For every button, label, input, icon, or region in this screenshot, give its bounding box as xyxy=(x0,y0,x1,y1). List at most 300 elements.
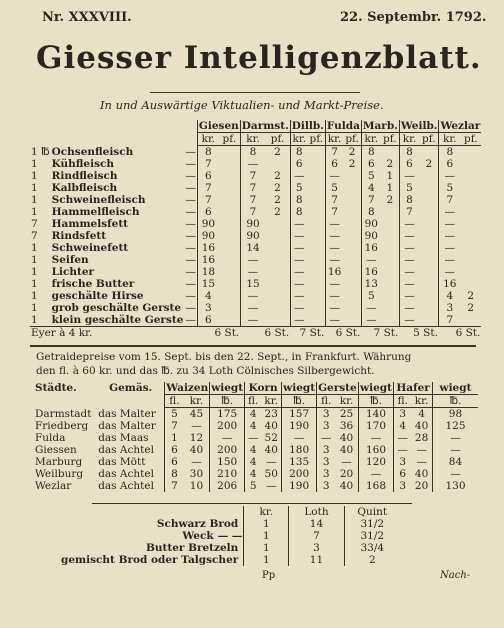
victuals-value: 2 xyxy=(274,182,281,194)
victuals-qty: 1 xyxy=(31,290,38,302)
eggs-count: 7 St. xyxy=(290,327,325,340)
victuals-value xyxy=(265,158,290,170)
victuals-row xyxy=(30,290,481,302)
grain-value: 125 xyxy=(432,420,478,432)
eggs-count: 6 St. xyxy=(325,327,361,340)
unit-pf: pf. xyxy=(219,133,240,146)
grain-notice-line2: den fl. à 60 kr. und das ℔. zu 34 Loth Cölnisches Silbergewicht. xyxy=(36,365,375,377)
grain-value: 3 xyxy=(317,456,336,468)
victuals-value: — xyxy=(361,302,380,314)
victuals-qty: 1 ℔ xyxy=(31,145,50,158)
unit-pf: pf. xyxy=(381,133,400,146)
victuals-header-row xyxy=(30,120,481,133)
victuals-value xyxy=(265,242,290,254)
victuals-value xyxy=(219,230,240,242)
victuals-value xyxy=(265,266,290,278)
victuals-value: 2 xyxy=(348,145,356,158)
grain-measure: das Malter xyxy=(98,407,156,420)
victuals-value xyxy=(460,170,481,182)
victuals-value: 7 xyxy=(240,206,265,218)
victuals-value xyxy=(343,314,361,327)
victuals-dash: — xyxy=(185,158,196,170)
victuals-value: — xyxy=(399,170,419,182)
victuals-value: — xyxy=(290,278,308,290)
victuals-value xyxy=(308,302,326,314)
victuals-value xyxy=(219,206,240,218)
grain-col-header: Gerste xyxy=(318,382,357,394)
grain-col-header: wiegt xyxy=(360,382,392,394)
victuals-value: 6 xyxy=(361,158,380,170)
victuals-value: 14 xyxy=(240,242,265,254)
victuals-value: — xyxy=(439,170,460,182)
victuals-value xyxy=(219,290,240,302)
grain-value: 40 xyxy=(189,444,204,456)
victuals-value: 7 xyxy=(197,194,218,206)
victuals-value: 8 xyxy=(290,146,308,159)
victuals-dash: — xyxy=(185,254,196,266)
bread-value: 31/2 xyxy=(344,530,400,542)
victuals-value xyxy=(219,170,240,182)
victuals-value xyxy=(381,218,400,230)
victuals-value xyxy=(265,314,290,327)
victuals-value: 15 xyxy=(197,278,218,290)
grain-value: 200 xyxy=(210,444,245,456)
victuals-value: 16 xyxy=(361,266,380,278)
victuals-value: 7 xyxy=(325,206,343,218)
victuals-value: — xyxy=(325,302,343,314)
victuals-value: — xyxy=(325,254,343,266)
grain-value: 4 xyxy=(245,420,262,432)
victuals-value xyxy=(265,254,290,266)
victuals-value xyxy=(381,266,400,278)
victuals-item: Schweinefleisch xyxy=(51,194,146,206)
victuals-value: 8 xyxy=(399,146,419,159)
grain-row xyxy=(34,456,478,468)
grain-city: Weilburg xyxy=(35,468,84,480)
victuals-value xyxy=(381,206,400,218)
victuals-value: 8 xyxy=(240,146,265,159)
grain-unit: kr. xyxy=(411,395,432,408)
victuals-value: 8 xyxy=(439,146,460,159)
victuals-value: — xyxy=(439,230,460,242)
issue-date: 22. Septembr. 1792. xyxy=(340,10,487,25)
bread-row xyxy=(60,530,400,542)
victuals-qty: 1 xyxy=(31,194,38,206)
victuals-value: 7 xyxy=(361,194,380,206)
victuals-city-header: Weilb. xyxy=(400,120,438,132)
grain-measure-header: Gemäs. xyxy=(109,382,153,394)
victuals-dash: — xyxy=(185,278,196,290)
grain-measure: das Mött xyxy=(98,456,146,468)
grain-value: 190 xyxy=(282,420,317,432)
victuals-value: 7 xyxy=(325,146,343,159)
grain-units-blank xyxy=(34,395,165,408)
victuals-value: — xyxy=(240,266,265,278)
victuals-value xyxy=(419,230,439,242)
eggs-count: 6 St. xyxy=(439,327,481,340)
victuals-header-blank xyxy=(30,120,197,133)
victuals-value xyxy=(219,314,240,327)
victuals-row xyxy=(30,218,481,230)
victuals-qty: 1 xyxy=(31,302,38,314)
grain-unit: kr. xyxy=(335,395,358,408)
victuals-item: Hammelsfett xyxy=(51,218,129,230)
grain-value: 206 xyxy=(210,480,245,492)
grain-value: 135 xyxy=(282,456,317,468)
eggs-label: Eyer à 4 kr. xyxy=(30,327,197,340)
victuals-city-header: Dillb. xyxy=(291,120,324,132)
grain-row xyxy=(34,408,478,421)
victuals-value xyxy=(219,266,240,278)
victuals-value: 7 xyxy=(399,206,419,218)
victuals-item: Kühfleisch xyxy=(51,158,115,170)
grain-value: 20 xyxy=(339,468,354,480)
grain-value: 200 xyxy=(282,468,317,480)
grain-unit: fl. xyxy=(165,395,184,408)
victuals-value xyxy=(381,230,400,242)
victuals-value xyxy=(381,290,400,302)
grain-value: — xyxy=(358,432,394,444)
grain-value: 40 xyxy=(339,480,354,492)
victuals-qty: 1 xyxy=(31,314,38,326)
bread-col-header: kr. xyxy=(244,506,289,518)
victuals-value: 7 xyxy=(240,182,265,194)
victuals-value xyxy=(219,302,240,314)
bread-value: 31/2 xyxy=(344,518,400,530)
victuals-row xyxy=(30,302,481,314)
victuals-item: Lichter xyxy=(51,266,95,278)
victuals-value xyxy=(419,266,439,278)
victuals-value: 6 xyxy=(290,158,308,170)
bread-item-name: gemischt Brod oder Talgscher xyxy=(61,554,239,566)
victuals-value: 5 xyxy=(325,182,343,194)
grain-value: 200 xyxy=(210,420,245,432)
victuals-value xyxy=(419,290,439,302)
victuals-value: 2 xyxy=(386,194,394,206)
bread-item xyxy=(60,518,244,530)
grain-measure: das Achtel xyxy=(98,468,154,480)
victuals-value xyxy=(343,278,361,290)
grain-value: 10 xyxy=(189,480,204,492)
victuals-value: 8 xyxy=(197,146,218,159)
grain-value: 4 xyxy=(245,456,262,468)
victuals-dash: — xyxy=(185,302,196,314)
victuals-value: 90 xyxy=(240,230,265,242)
grain-value: 40 xyxy=(264,444,278,456)
victuals-item: Schweinefett xyxy=(51,242,129,254)
bread-price-table xyxy=(60,506,400,566)
victuals-value xyxy=(460,278,481,290)
bread-item xyxy=(60,542,244,554)
victuals-value: 16 xyxy=(197,254,218,266)
victuals-value: 2 xyxy=(348,158,356,170)
victuals-value: — xyxy=(399,266,419,278)
victuals-value: — xyxy=(399,278,419,290)
victuals-value: 3 xyxy=(439,302,460,314)
grain-value: — xyxy=(416,456,427,468)
victuals-value: — xyxy=(290,170,308,182)
victuals-row xyxy=(30,146,481,159)
victuals-value xyxy=(219,146,240,159)
unit-pf: pf. xyxy=(419,133,439,146)
victuals-subtitle: In und Auswärtige Viktualien- und Markt-Preise. xyxy=(100,98,384,112)
grain-value: 50 xyxy=(264,468,278,480)
victuals-value xyxy=(343,242,361,254)
victuals-value xyxy=(308,146,326,159)
victuals-city-header: Wezlar xyxy=(440,120,481,132)
unit-kr: kr. xyxy=(240,133,265,146)
grain-city-header: Städte. xyxy=(35,382,77,394)
grain-value: — xyxy=(394,444,411,456)
victuals-value: 7 xyxy=(439,194,460,206)
victuals-value: — xyxy=(290,218,308,230)
victuals-dash: — xyxy=(185,145,196,158)
grain-value: 8 xyxy=(165,468,184,480)
victuals-value xyxy=(308,194,326,206)
victuals-dash: — xyxy=(185,218,196,230)
grain-value: 84 xyxy=(432,456,478,468)
victuals-value xyxy=(419,170,439,182)
grain-unit: ℔. xyxy=(210,395,245,408)
grain-row xyxy=(34,480,478,492)
victuals-value xyxy=(265,290,290,302)
victuals-value xyxy=(219,158,240,170)
victuals-value: 13 xyxy=(361,278,380,290)
victuals-value: 2 xyxy=(274,170,281,182)
grain-value: 6 xyxy=(394,468,411,480)
bread-row xyxy=(60,542,400,554)
victuals-value: — xyxy=(439,242,460,254)
victuals-value: 15 xyxy=(240,278,265,290)
victuals-value xyxy=(343,182,361,194)
victuals-value: — xyxy=(240,290,265,302)
grain-value: 150 xyxy=(210,456,245,468)
victuals-value xyxy=(460,230,481,242)
victuals-value xyxy=(460,194,481,206)
victuals-value: — xyxy=(290,254,308,266)
victuals-value: 16 xyxy=(197,242,218,254)
grain-value: — xyxy=(265,480,277,492)
bread-item-name: Weck xyxy=(182,530,214,542)
victuals-dash: — xyxy=(185,206,196,218)
victuals-value: — xyxy=(325,278,343,290)
victuals-value xyxy=(308,182,326,194)
victuals-value: 8 xyxy=(361,146,380,159)
victuals-value xyxy=(460,218,481,230)
grain-unit: fl. xyxy=(245,395,262,408)
grain-unit: ℔. xyxy=(282,395,317,408)
grain-value: 4 xyxy=(418,407,425,420)
masthead-title: Giesser Intelligenzblatt. xyxy=(36,40,482,76)
grain-value: 40 xyxy=(264,420,278,432)
victuals-value xyxy=(308,254,326,266)
grain-value: 120 xyxy=(358,456,394,468)
victuals-value: 2 xyxy=(425,158,433,170)
victuals-value xyxy=(343,290,361,302)
unit-kr: kr. xyxy=(290,133,308,146)
victuals-dash: — xyxy=(185,194,196,206)
bread-item xyxy=(60,554,244,566)
grain-value: 7 xyxy=(165,480,184,492)
grain-value: 30 xyxy=(189,468,204,480)
victuals-value: — xyxy=(240,254,265,266)
grain-value: — xyxy=(191,420,202,432)
victuals-row xyxy=(30,242,481,254)
unit-kr: kr. xyxy=(399,133,419,146)
bread-item xyxy=(60,530,244,542)
victuals-qty: 1 xyxy=(31,254,38,266)
grain-value: 140 xyxy=(358,408,394,421)
victuals-dash: — xyxy=(185,182,196,194)
victuals-value: — xyxy=(325,242,343,254)
victuals-item: Rindsfett xyxy=(51,230,107,242)
grain-value: — xyxy=(265,456,277,468)
victuals-dash: — xyxy=(185,242,196,254)
victuals-value xyxy=(219,278,240,290)
bread-value: 1 xyxy=(244,554,289,566)
victuals-qty: 1 xyxy=(31,242,38,254)
grain-value: 3 xyxy=(394,456,411,468)
victuals-value: — xyxy=(325,170,343,182)
victuals-value xyxy=(381,314,400,327)
victuals-value xyxy=(308,218,326,230)
grain-col-header: Hafer xyxy=(394,382,433,395)
victuals-row xyxy=(30,182,481,194)
victuals-item: geschälte Hirse xyxy=(51,290,144,302)
grain-city: Darmstadt xyxy=(35,407,92,420)
victuals-value: 3 xyxy=(197,302,218,314)
victuals-qty: 1 xyxy=(31,206,38,218)
victuals-value: 8 xyxy=(361,206,380,218)
victuals-value: — xyxy=(240,314,265,327)
bread-header-blank xyxy=(60,506,244,518)
victuals-value xyxy=(419,314,439,327)
grain-value: 4 xyxy=(394,420,411,432)
victuals-item: Hammelfleisch xyxy=(51,206,140,218)
grain-city: Marburg xyxy=(35,456,83,468)
victuals-row xyxy=(30,194,481,206)
victuals-value xyxy=(460,266,481,278)
victuals-qty: 1 xyxy=(31,158,38,170)
bread-rule xyxy=(92,503,412,504)
bread-value: 7 xyxy=(289,530,344,542)
victuals-value xyxy=(265,278,290,290)
victuals-value: 1 xyxy=(386,182,394,194)
victuals-item: Ochsenfleisch xyxy=(51,145,134,158)
victuals-value: — xyxy=(290,242,308,254)
unit-kr: kr. xyxy=(361,133,380,146)
grain-value: 168 xyxy=(358,480,394,492)
grain-value: 40 xyxy=(339,444,354,456)
bread-col-header: Loth xyxy=(289,506,344,518)
victuals-value: — xyxy=(439,206,460,218)
victuals-qty: 7 xyxy=(31,218,38,230)
grain-unit: fl. xyxy=(394,395,411,408)
victuals-value: 2 xyxy=(467,290,475,302)
victuals-value: — xyxy=(325,218,343,230)
grain-value: 3 xyxy=(317,420,336,432)
victuals-value xyxy=(343,266,361,278)
victuals-value xyxy=(419,182,439,194)
grain-value: 23 xyxy=(264,407,278,420)
victuals-row xyxy=(30,230,481,242)
grain-value: 160 xyxy=(358,444,394,456)
victuals-value: 2 xyxy=(386,158,394,170)
victuals-value: 6 xyxy=(439,158,460,170)
victuals-city-header: Marb. xyxy=(362,120,398,132)
victuals-value: 90 xyxy=(361,230,380,242)
victuals-value xyxy=(381,278,400,290)
victuals-value xyxy=(308,290,326,302)
victuals-value: 7 xyxy=(197,158,218,170)
grain-value: — xyxy=(416,444,427,456)
grain-value: — xyxy=(210,432,245,444)
bread-value: 33/4 xyxy=(344,542,400,554)
grain-unit: kr. xyxy=(261,395,281,408)
victuals-value xyxy=(308,314,326,327)
victuals-value xyxy=(308,242,326,254)
victuals-value xyxy=(308,170,326,182)
victuals-value xyxy=(265,302,290,314)
grain-value: 170 xyxy=(358,420,394,432)
victuals-value xyxy=(419,278,439,290)
victuals-value: — xyxy=(290,302,308,314)
grain-value: 180 xyxy=(282,444,317,456)
victuals-qty: 1 xyxy=(31,278,38,290)
victuals-value: — xyxy=(290,290,308,302)
bread-value: 14 xyxy=(289,518,344,530)
victuals-value: — xyxy=(325,314,343,327)
victuals-value: 90 xyxy=(361,218,380,230)
victuals-item: Kalbfleisch xyxy=(51,182,118,194)
victuals-item: klein geschälte Gerste xyxy=(51,314,184,326)
victuals-value xyxy=(265,230,290,242)
victuals-value xyxy=(460,206,481,218)
grain-value: 40 xyxy=(339,432,354,444)
victuals-qty: 1 xyxy=(31,170,38,182)
victuals-value: 6 xyxy=(197,314,218,327)
victuals-value: 5 xyxy=(361,170,380,182)
grain-value: — xyxy=(432,444,478,456)
victuals-value xyxy=(460,254,481,266)
victuals-row xyxy=(30,266,481,278)
bread-item-name: Schwarz Brod xyxy=(156,518,239,530)
victuals-value xyxy=(419,242,439,254)
victuals-value xyxy=(343,206,361,218)
signature-mark: Pp xyxy=(262,570,276,581)
victuals-qty: 1 xyxy=(31,266,38,278)
unit-kr: kr. xyxy=(197,133,218,146)
grain-value: — xyxy=(341,456,352,468)
grain-row xyxy=(34,444,478,456)
victuals-value: 1 xyxy=(386,170,394,182)
grain-value: 40 xyxy=(414,420,429,432)
victuals-row xyxy=(30,314,481,327)
victuals-value xyxy=(419,302,439,314)
bread-col-header: Quint xyxy=(344,506,400,518)
victuals-value: — xyxy=(399,302,419,314)
grain-col-header: Korn xyxy=(245,382,282,395)
victuals-value: 7 xyxy=(197,182,218,194)
grain-measure: das Achtel xyxy=(98,480,154,492)
eggs-count: 7 St. xyxy=(361,327,399,340)
victuals-value xyxy=(419,194,439,206)
victuals-qty: 7 xyxy=(31,230,38,242)
victuals-value: 6 xyxy=(399,158,419,170)
victuals-row xyxy=(30,170,481,182)
victuals-value: — xyxy=(290,314,308,327)
victuals-value: 8 xyxy=(290,194,308,206)
